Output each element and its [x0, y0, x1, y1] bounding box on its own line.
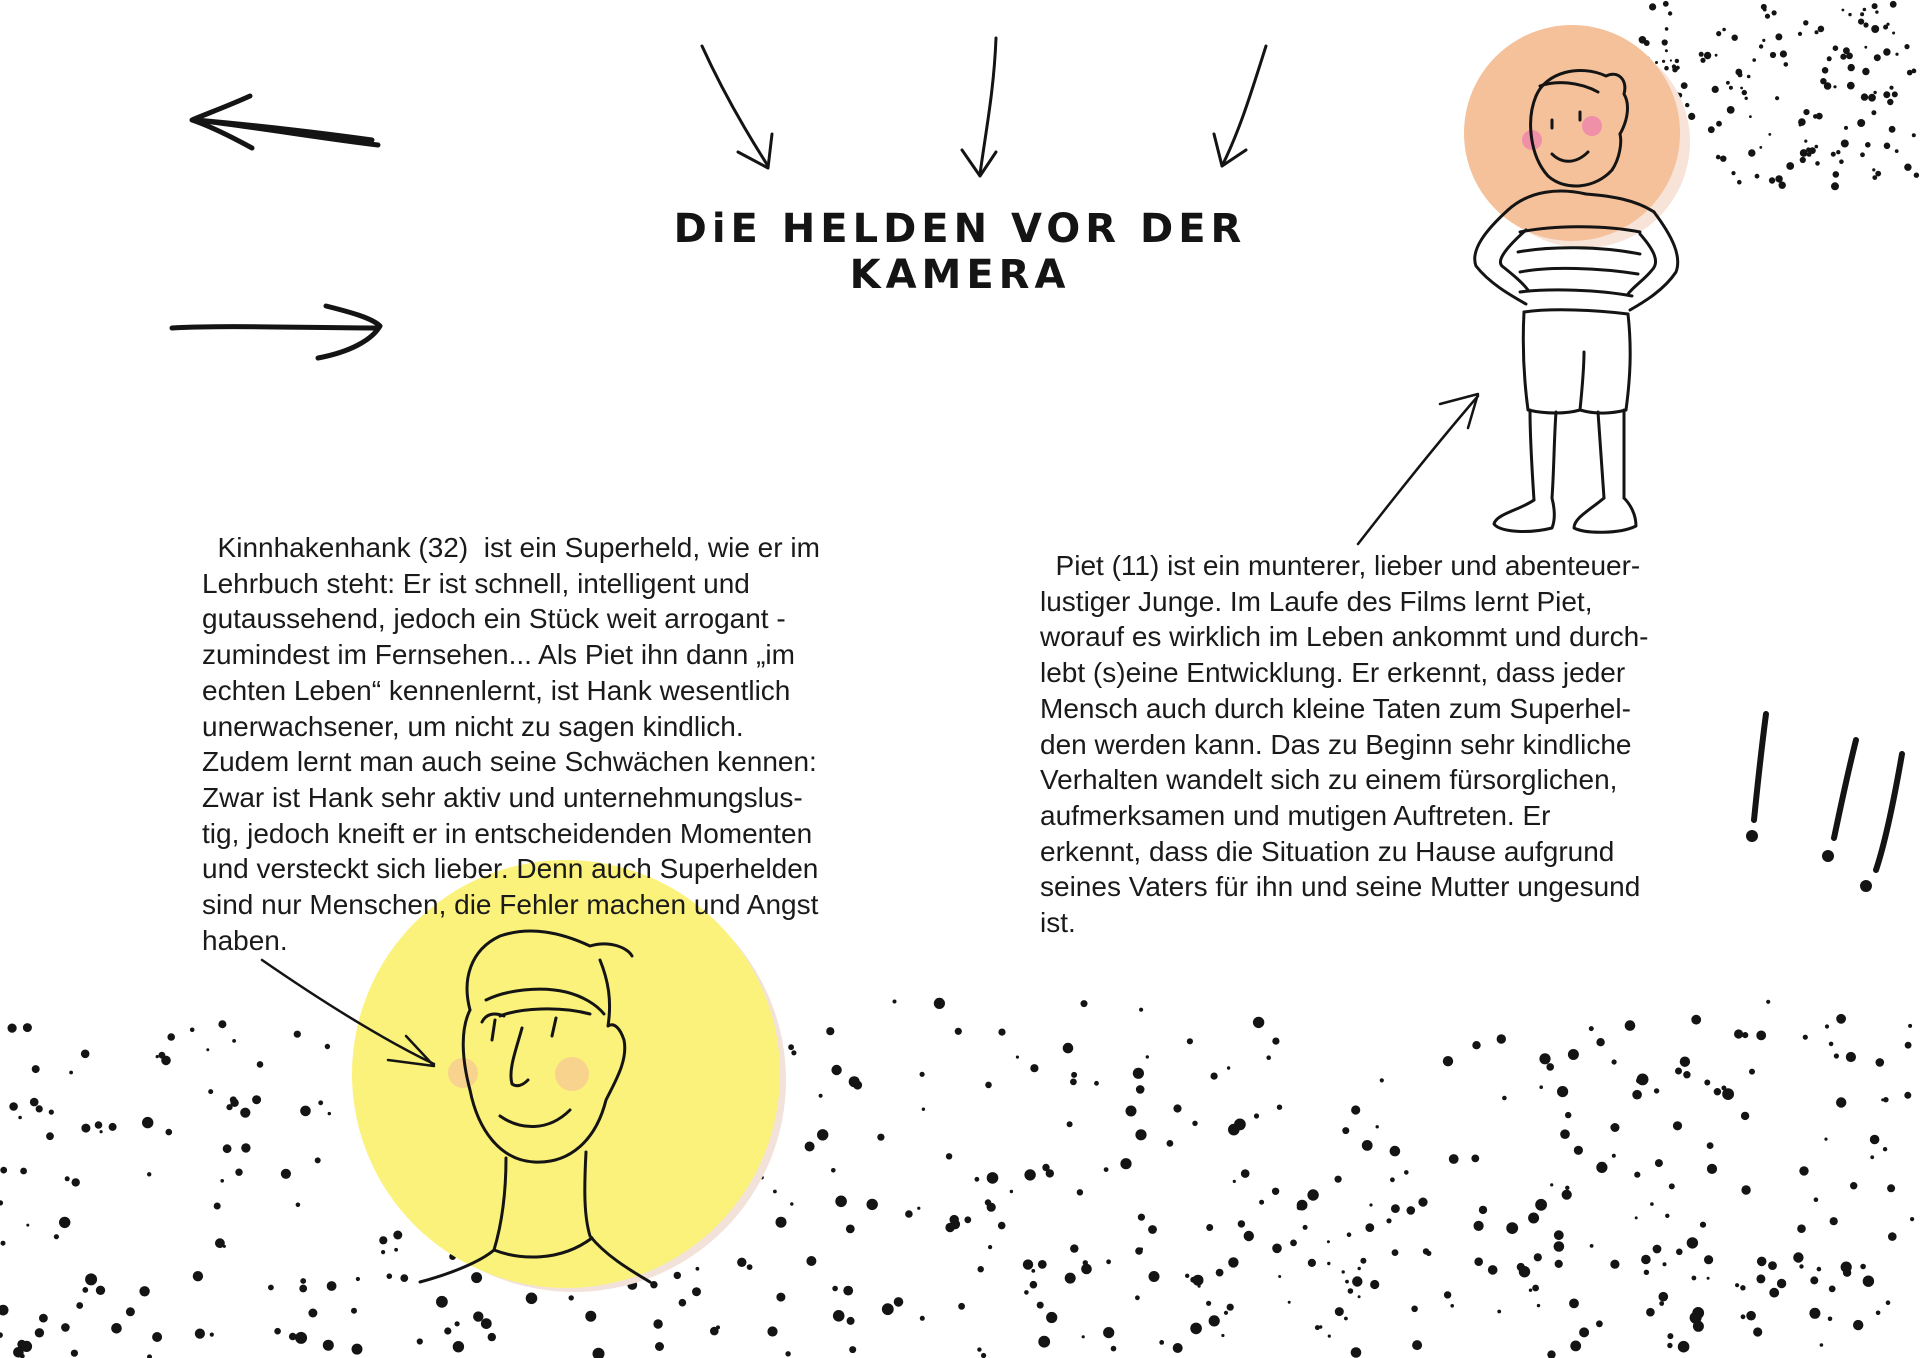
page-title: DiE HELDEN VOR DER KAMERA: [673, 206, 1247, 298]
arrow-left-icon: [192, 96, 378, 148]
arrow-down-icon: [702, 46, 772, 168]
arrow-right-icon: [172, 306, 380, 358]
hank-description: Kinnhakenhank (32) ist ein Superheld, wie er im Lehrbuch steht: Er ist schnell, intelligent und gutaussehend, jedoch ein Stück weit arrogant - zumindest im Fernsehen... Als Piet ihn dann „im echten Leben“ kennenlernt, ist Hank wesentlich unerwachsener, um nicht zu sagen kindlich. Zudem lernt man auch seine Schwächen kennen: Zwar ist Hank sehr aktiv und unternehmungslus- tig, jedoch kneift er in entscheidenden Momenten und versteckt sich lieber. Denn auch Superhelden sind nur Menschen, die Fehler machen und Angst haben.: [202, 532, 820, 956]
piet-description: Piet (11) ist ein munterer, lieber und abenteuer- lustiger Junge. Im Laufe des Films lernt Piet, worauf es wirklich im Leben ankommt und durch- lebt (s)eine Entwicklung. Er erkennt, dass jeder Mensch auch durch kleine Taten zum Superhel- den werden kann. Das zu Beginn sehr kindliche Verhalten wandelt sich zu einem fürsorglichen, aufmerksamen und mutigen Auftreten. Er erkennt, dass die Situation zu Hause aufgrund seines Vaters für ihn und seine Mutter ungesund ist.: [1040, 550, 1649, 939]
arrow-down-icon: [962, 38, 996, 176]
arrow-down-icon: [1214, 46, 1266, 166]
piet-portrait: [1358, 25, 1690, 544]
exclamation-marks-icon: [1746, 714, 1902, 892]
